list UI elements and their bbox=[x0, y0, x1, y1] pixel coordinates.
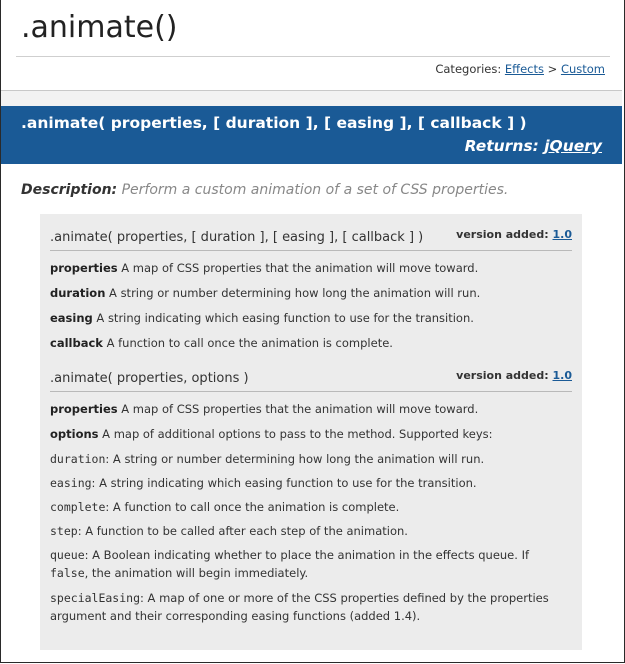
arg-name: easing bbox=[50, 311, 93, 325]
arg-desc: A string or number determining how long the animation will run. bbox=[109, 286, 481, 300]
signatures-panel bbox=[40, 214, 582, 650]
content-area bbox=[1, 164, 622, 662]
key-name: complete bbox=[50, 500, 106, 514]
version-link-1[interactable]: 1.0 bbox=[552, 228, 572, 241]
arg-properties-1 bbox=[50, 259, 570, 277]
version-added-1 bbox=[456, 228, 572, 241]
arg-callback-1 bbox=[50, 334, 570, 352]
returns-label: Returns: bbox=[464, 137, 539, 155]
category-link-effects[interactable]: Effects bbox=[504, 62, 544, 76]
arg-desc: A map of CSS properties that the animation will move toward. bbox=[121, 402, 479, 416]
signature-header bbox=[1, 106, 622, 164]
categories bbox=[435, 62, 605, 76]
arg-properties-2 bbox=[50, 400, 570, 418]
arg-desc: A map of CSS properties that the animation will move toward. bbox=[121, 261, 479, 275]
key-desc-cont: argument and their corresponding easing functions (added 1.4). bbox=[50, 609, 421, 623]
section-gap bbox=[1, 91, 622, 106]
key-desc: : A string or number determining how long the animation will run. bbox=[105, 452, 485, 466]
main-signature: .animate( properties, [ duration ], [ easing ], [ callback ] ) bbox=[21, 114, 527, 132]
description bbox=[21, 182, 508, 198]
signature-2-divider bbox=[50, 391, 572, 392]
categories-label: Categories: bbox=[435, 62, 502, 76]
option-key-queue bbox=[50, 546, 570, 582]
option-key-easing bbox=[50, 474, 570, 492]
arg-name: callback bbox=[50, 336, 103, 350]
key-desc: : A function to call once the animation is complete. bbox=[105, 500, 400, 514]
key-desc: : A Boolean indicating whether to place the animation in the effects queue. If bbox=[84, 548, 530, 562]
option-key-specialeasing bbox=[50, 589, 570, 625]
version-label-2: version added: bbox=[456, 369, 549, 382]
description-text: Perform a custom animation of a set of CSS properties. bbox=[121, 182, 509, 198]
arg-desc: A string indicating which easing function to use for the transition. bbox=[96, 311, 474, 325]
version-label-1: version added: bbox=[456, 228, 549, 241]
key-name: easing bbox=[50, 476, 92, 490]
description-label: Description: bbox=[21, 182, 118, 198]
signature-1: .animate( properties, [ duration ], [ easing ], [ callback ] ) bbox=[50, 230, 424, 245]
arg-name: options bbox=[50, 427, 99, 441]
key-desc: : A string indicating which easing function to use for the transition. bbox=[91, 476, 477, 490]
key-desc-cont: , the animation will begin immediately. bbox=[84, 566, 309, 580]
option-key-step bbox=[50, 522, 570, 540]
option-key-complete bbox=[50, 498, 570, 516]
option-key-duration bbox=[50, 450, 570, 468]
version-link-2[interactable]: 1.0 bbox=[552, 369, 572, 382]
title-divider bbox=[16, 56, 610, 57]
arg-name: properties bbox=[50, 402, 118, 416]
key-name: queue bbox=[50, 548, 85, 562]
version-added-2 bbox=[456, 369, 572, 382]
arg-options-2 bbox=[50, 425, 570, 443]
key-desc: : A map of one or more of the CSS properties defined by the properties bbox=[140, 591, 549, 605]
key-name: specialEasing bbox=[50, 591, 141, 605]
signature-1-divider bbox=[50, 250, 572, 251]
key-desc: : A function to be called after each step of the animation. bbox=[77, 524, 408, 538]
returns bbox=[465, 137, 602, 155]
category-link-custom[interactable]: Custom bbox=[560, 62, 605, 76]
page-title: .animate() bbox=[21, 10, 178, 45]
arg-easing-1 bbox=[50, 309, 570, 327]
arg-name: duration bbox=[50, 286, 106, 300]
category-separator: > bbox=[547, 62, 558, 76]
key-name: duration bbox=[50, 452, 106, 466]
signature-2: .animate( properties, options ) bbox=[50, 371, 249, 386]
key-code: false bbox=[50, 566, 85, 580]
arg-desc: A function to call once the animation is complete. bbox=[106, 336, 393, 350]
arg-desc: A map of additional options to pass to the method. Supported keys: bbox=[102, 427, 493, 441]
key-name: step bbox=[50, 524, 78, 538]
arg-duration-1 bbox=[50, 284, 570, 302]
arg-name: properties bbox=[50, 261, 118, 275]
returns-type-link[interactable]: jQuery bbox=[544, 137, 602, 155]
title-section bbox=[1, 0, 622, 91]
